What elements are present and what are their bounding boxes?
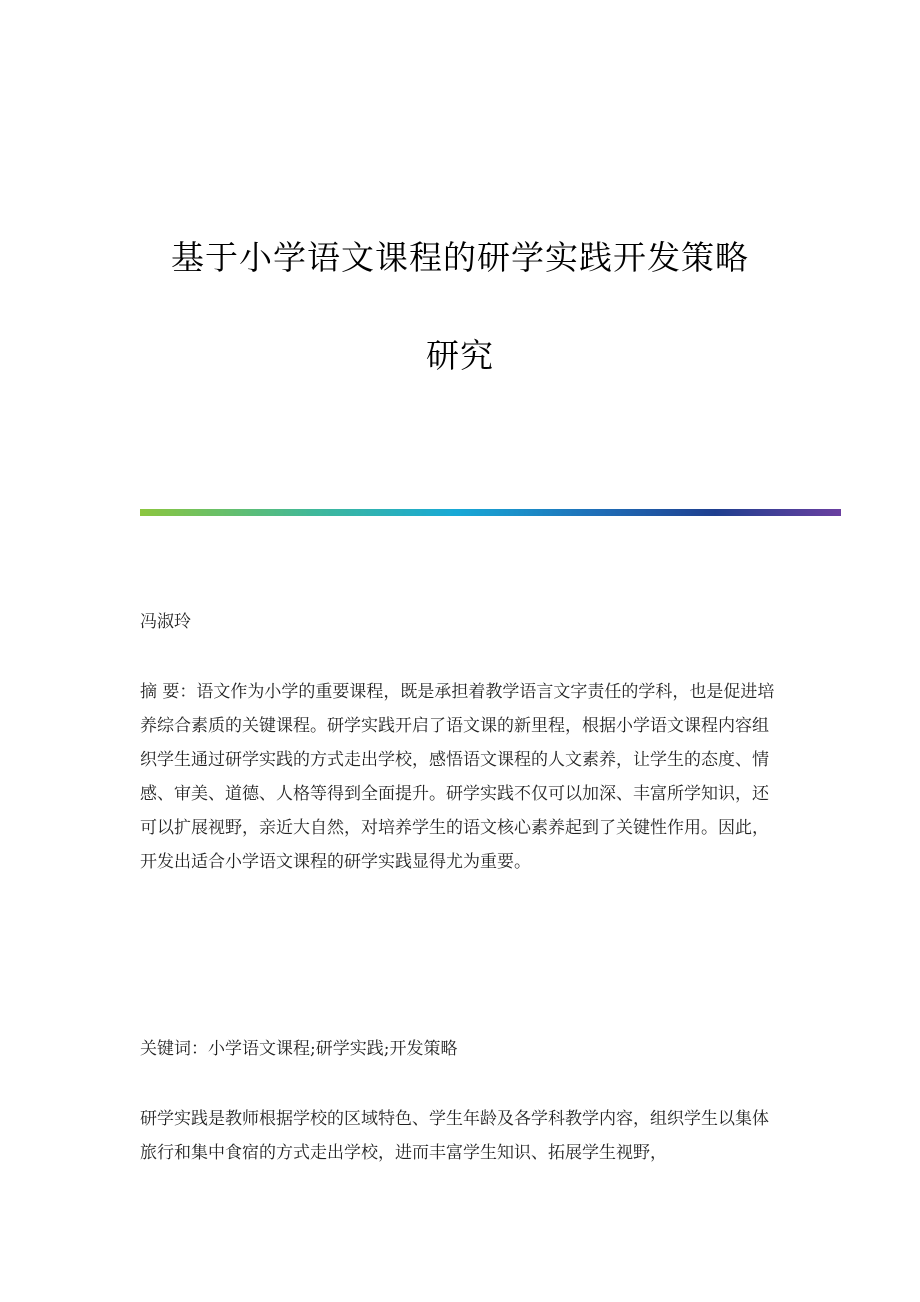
body-paragraph: 研学实践是教师根据学校的区域特色、学生年龄及各学科教学内容，组织学生以集体旅行和集中食宿的方式走出学校，进而丰富学生知识、拓展学生视野，: [140, 1109, 769, 1163]
keywords-line: 关键词：小学语文课程;研学实践;开发策略: [140, 1039, 458, 1059]
abstract-paragraph: 摘 要：语文作为小学的重要课程，既是承担着教学语言文字责任的学科，也是促进培养综合素质的关键课程。研学实践开启了语文课的新里程，根据小学语文课程内容组织学生通过研学实践的方式走出学校，感悟语文课程的人文素养，让学生的态度、情感、审美、道德、人格等得到全面提升。研学实践不仅可以加深、丰富所学知识，还可以扩展视野，亲近大自然，对培养学生的语文核心素养起到了关键性作用。因此，开发出适合小学语文课程的研学实践显得尤为重要。: [140, 682, 775, 872]
gradient-divider: [140, 509, 841, 516]
document-title-line-1: 基于小学语文课程的研学实践开发策略: [171, 238, 749, 277]
document-title-line-2: 研究: [426, 336, 494, 375]
author-name: 冯淑玲: [140, 612, 191, 632]
